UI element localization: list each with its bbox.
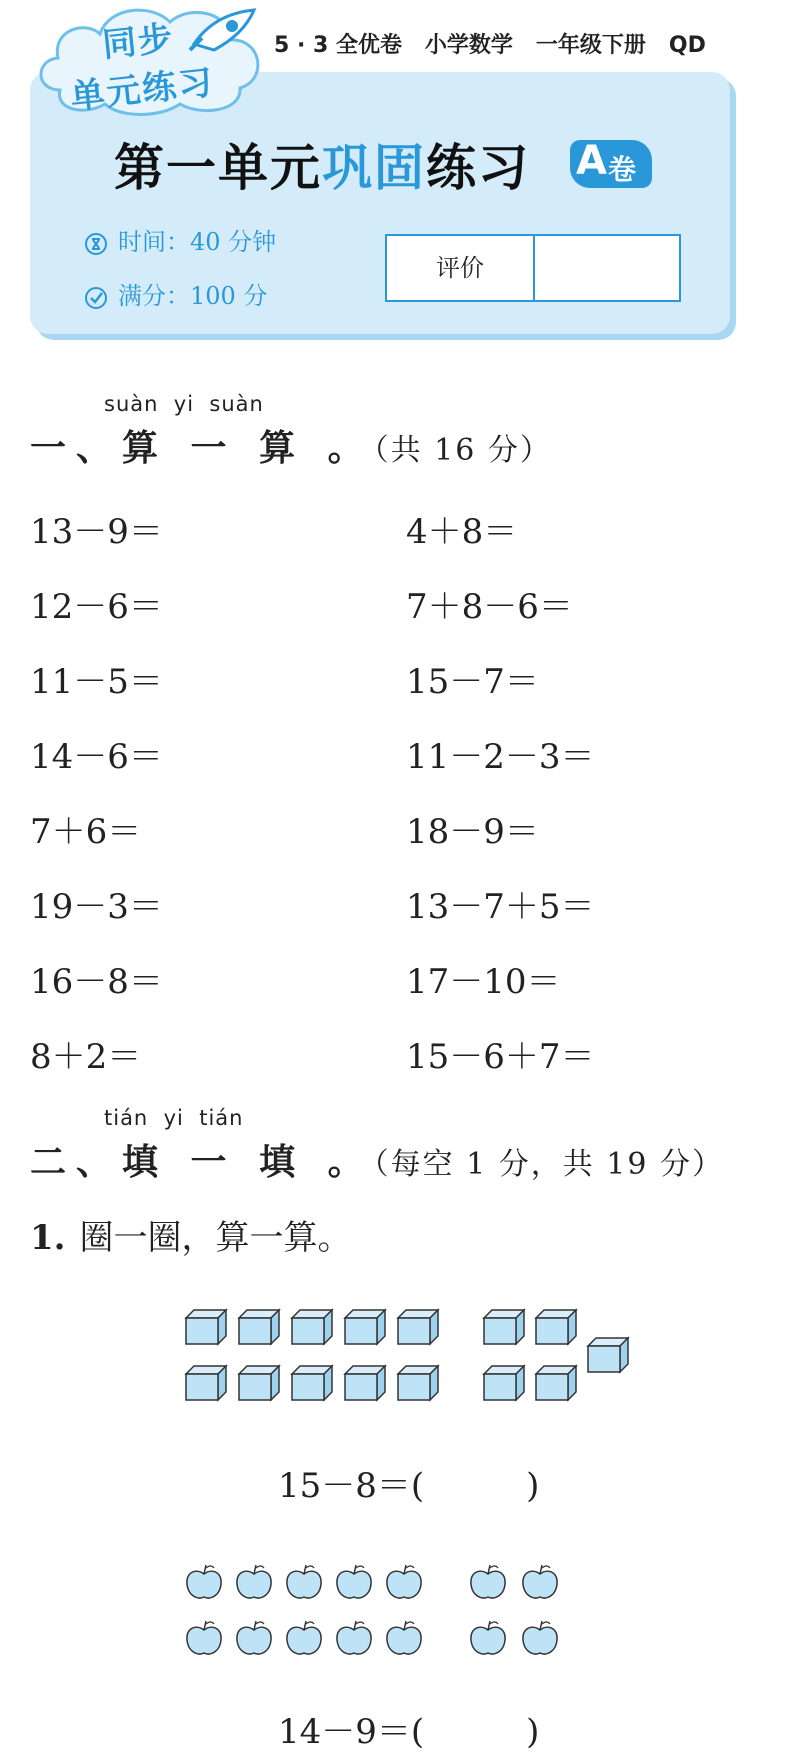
apple-icon: [468, 1562, 508, 1606]
equation-left: 12－6＝: [30, 587, 163, 627]
time-row: [84, 222, 276, 257]
section1-title: [30, 420, 552, 471]
apple-icon: [384, 1562, 424, 1606]
cube-icon: [343, 1362, 387, 1406]
equation-right: 11－2－3＝: [406, 737, 595, 777]
title-part-2: 巩固: [322, 139, 426, 197]
question-1-number: 1.: [30, 1218, 66, 1258]
cube-icon: [184, 1306, 228, 1350]
apple-equation: 14－9＝( ): [278, 1712, 540, 1752]
time-text: 时间：40 分钟: [118, 228, 277, 256]
book-info: 5 · 3 全优卷 小学数学 一年级下册 QD: [274, 33, 706, 58]
equation-right: 4＋8＝: [406, 512, 518, 552]
cube-icon: [184, 1362, 228, 1406]
apple-icon: [334, 1618, 374, 1662]
question-1: [30, 1210, 352, 1259]
cube-icon: [482, 1306, 526, 1350]
equation-left: 14－6＝: [30, 737, 163, 777]
apple-icon: [184, 1618, 224, 1662]
apple-icon: [384, 1618, 424, 1662]
cloud-title-line2: 单元练习: [68, 62, 217, 118]
cube-icon: [534, 1306, 578, 1350]
rocket-icon: [184, 4, 264, 54]
equation-right: 13－7＋5＝: [406, 887, 595, 927]
equation-left: 7＋6＝: [30, 812, 142, 852]
check-icon: [84, 286, 108, 310]
apple-icon: [284, 1618, 324, 1662]
cube-icon: [396, 1362, 440, 1406]
apple-icon: [234, 1562, 274, 1606]
section2-title: [30, 1134, 724, 1185]
cube-icon: [290, 1362, 334, 1406]
cube-icon: [482, 1362, 526, 1406]
section2-title-text: 二、填 一 填 。: [30, 1141, 374, 1183]
equation-left: 16－8＝: [30, 962, 163, 1002]
cube-icon: [343, 1306, 387, 1350]
section1-title-text: 一、算 一 算 。: [30, 427, 374, 469]
equation-left: 13－9＝: [30, 512, 163, 552]
page-title: [114, 128, 530, 200]
cube-icon: [534, 1362, 578, 1406]
apple-icon: [520, 1618, 560, 1662]
cube-icon: [586, 1334, 630, 1378]
question-1-text: 圈一圈，算一算。: [79, 1218, 352, 1258]
apple-icon: [184, 1562, 224, 1606]
equation-left: 8＋2＝: [30, 1037, 142, 1077]
cloud-title-line1: 同步: [100, 18, 177, 66]
section2-note: （每空 1 分，共 19 分）: [373, 1147, 725, 1182]
paper-badge: [570, 140, 652, 188]
equation-right: 15－7＝: [406, 662, 539, 702]
apple-icon: [520, 1562, 560, 1606]
equation-right: 7＋8－6＝: [406, 587, 573, 627]
equation-right: 17－10＝: [406, 962, 561, 1002]
cube-icon: [237, 1306, 281, 1350]
apple-icon: [468, 1618, 508, 1662]
section1-note: （共 16 分）: [373, 433, 552, 468]
equation-left: 11－5＝: [30, 662, 163, 702]
apple-icon: [284, 1562, 324, 1606]
score-row: [84, 276, 267, 311]
evaluation-label: 评价: [387, 236, 535, 300]
title-part-3: 练习: [426, 139, 530, 197]
title-part-1: 第一单元: [114, 139, 322, 197]
apple-icon: [334, 1562, 374, 1606]
section2-pinyin: tián yi tián: [104, 1106, 244, 1130]
evaluation-box: [385, 234, 681, 302]
equation-right: 18－9＝: [406, 812, 539, 852]
clock-icon: [84, 232, 108, 256]
section1-pinyin: suàn yi suàn: [104, 392, 264, 416]
cube-equation: 15－8＝( ): [278, 1466, 540, 1506]
cube-icon: [290, 1306, 334, 1350]
cube-icon: [237, 1362, 281, 1406]
score-text: 满分：100 分: [118, 282, 268, 310]
cube-icon: [396, 1306, 440, 1350]
equation-right: 15－6＋7＝: [406, 1037, 595, 1077]
apple-icon: [234, 1618, 274, 1662]
badge-text: 卷: [608, 153, 637, 186]
badge-letter: A: [576, 138, 607, 184]
equation-left: 19－3＝: [30, 887, 163, 927]
